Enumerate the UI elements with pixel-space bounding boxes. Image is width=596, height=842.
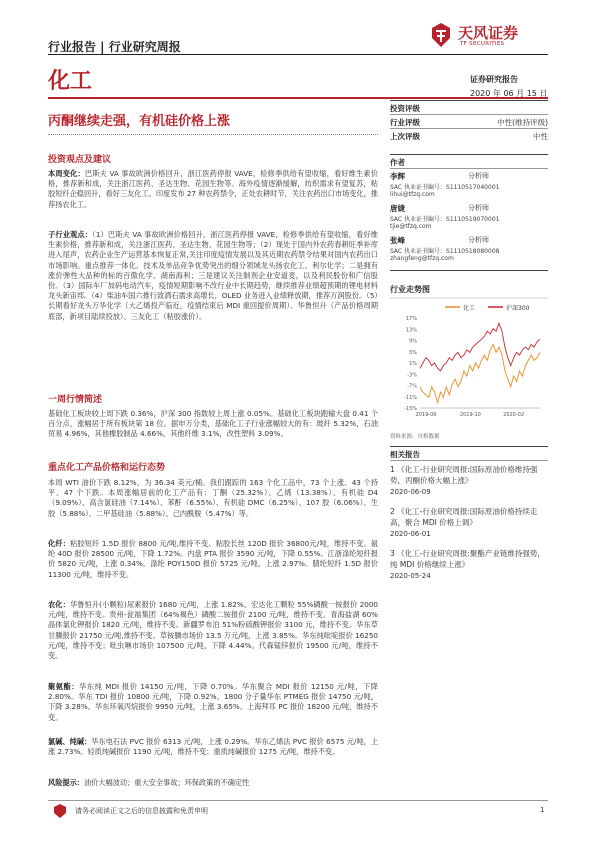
industry-rating-value: 中性(维持评级) <box>497 118 548 127</box>
sector-title: 化工 <box>48 69 93 94</box>
y-tick-label: -7% <box>407 383 417 390</box>
authors-rule <box>390 168 548 169</box>
related-report-link[interactable]: 2 《化工-行业研究周报:国际原油价格持续走高，聚合 MDI 价格上调》 <box>390 507 538 527</box>
paragraph-chlor-alkali <box>48 737 378 757</box>
chart-title: 行业走势图 <box>390 285 430 294</box>
para-text: 巴斯夫 VA 事故欧洲价格回升，浙江医药停报 VAVE，检修季供给有望收缩，看好维生素价格，推荐新和成，关注浙江医药、圣达生物、花园生物等。海外疫情逐渐缓解，纺织需求有望复苏，粘胶短纤企稳回升，看好三友化工。印度发布 27 种农药禁令，正处农耕时节，关注农药出口市场变化，推荐扬农化工。 <box>48 169 378 209</box>
footer-disclaimer: 请务必阅读正文之后的信息披露和免责申明 <box>75 807 208 815</box>
para-text: 华东电石法 PVC 报价 6313 元/吨，上涨 0.29%。华东乙烯法 PVC 报价 6575 元/吨，上涨 2.73%。轻质纯碱报价 1190 元/吨，维持不变；重质纯碱报价 1275 元/吨，维持不变。 <box>48 737 378 757</box>
related-report-date: 2020-06-09 <box>390 488 431 496</box>
section-heading-review: 一周行情简述 <box>48 395 103 405</box>
section-heading-advice: 投资观点及建议 <box>48 155 112 165</box>
y-tick-label: 13% <box>405 327 417 334</box>
y-tick-label: -3% <box>407 372 417 379</box>
author-role: 分析师 <box>468 204 489 212</box>
related-report-link[interactable]: 1 《化工-行业研究周报:国际原油价格维持强势，丙酮价格大幅上涨》 <box>390 465 538 485</box>
para-text: （1）巴斯夫 VA 事故欧洲价格回升，浙江医药停报 VAVE，检修季供给有望收缩，看好维生素价格，推荐新和成，关注浙江医药、圣达生物、花园生物等；（2）现处于国内外农药春耕旺季补库进入尾声，农药企业生产运营基本恢复正常,关注印度疫情发展以及其近期农药禁令结果对国内农药出口市场影响。重点推荐一体化、技术及单品竞争优势突出的细分领域龙头扬农化工、利尔化学；二是拥有涨价弹性大品种的标的百傲化学、湖南海利；三是建议关注制剂企业安道麦，以及利民股份和广信股份。（3）国际车厂加码电动汽车，疫情短期影响不改行业中长期趋势，继续推荐业绩超预期的锂电材料龙头新宙邦。（4）柴油车国六推行致洒石需求高增长，OLED 业务进入业绩释放期，推荐万润股份。（5）长期看好龙头万华化学（大乙烯投产临近，疫情结束后 MDI 重回提价周期）、华鲁恒升（产品价格周期底部，新项目陆续投放）、三友化工（粘胶涨价）。 <box>48 230 378 321</box>
author-name: 唐婕 <box>390 204 405 213</box>
para-text: 华东纯 MDI 报价 14150 元/吨，下降 0.70%。华东聚合 MDI 报价 12150 元/吨，下降 2.80%。华东 TDI 报价 10800 元/吨，下降 0.92%。1800 分子量华东 PTMEG 报价 14750 元/吨，下降 3.28%。华东环氧丙烷报价 9950 元/吨，上涨 3.65%。上海拜耳 PC 报价 18200 元/吨，维持不变。 <box>48 682 378 722</box>
paragraph-risk <box>48 778 378 788</box>
para-text: 油价大幅波动；重大安全事故；环保政策的不确定性 <box>83 778 250 787</box>
previous-rating-value: 中性 <box>533 132 548 141</box>
page-number: 1 <box>540 806 545 814</box>
report-date: 2020 年 06 月 15 日 <box>470 89 548 98</box>
report-title: 丙酮继续走强，有机硅价格上涨 <box>48 114 231 129</box>
paragraph-subsector-views <box>48 230 378 322</box>
report-type: 证券研究报告 <box>470 75 518 84</box>
author-role: 分析师 <box>468 236 489 244</box>
paragraph-fiber <box>48 539 378 580</box>
para-label: 风险提示： <box>48 778 84 787</box>
title-rule <box>48 134 378 135</box>
company-logo <box>428 22 548 48</box>
author-cert: SAC 执业证书编号：S1110518080008 <box>390 248 500 255</box>
rating-rule <box>390 100 548 101</box>
rating-rule <box>390 114 548 115</box>
footer-rule <box>48 800 548 801</box>
header-rule <box>48 54 548 55</box>
paragraph-market-review <box>48 409 378 440</box>
y-tick-label: -15% <box>404 406 417 412</box>
previous-rating-label: 上次评级 <box>390 132 420 141</box>
author-role: 分析师 <box>468 172 489 180</box>
x-tick-label: 2019-10 <box>459 412 481 418</box>
author-cert: SAC 执业证书编号：S1110519070001 <box>390 216 500 223</box>
y-tick-label: 1% <box>409 361 417 367</box>
author-email[interactable]: zhangfeng@tfzq.com <box>390 255 454 262</box>
series-line-chem <box>420 345 540 403</box>
chart-rule <box>390 270 548 271</box>
y-tick-label: 5% <box>409 349 417 356</box>
industry-trend-chart <box>390 272 548 444</box>
para-label: 本周变化： <box>48 169 85 178</box>
y-tick-label: -11% <box>404 394 417 401</box>
paragraph-polyurethane <box>48 682 378 723</box>
x-tick-label: 2019-06 <box>415 412 437 418</box>
para-label: 农化： <box>48 600 70 609</box>
related-rule <box>390 460 548 461</box>
chart-plot-area <box>404 316 540 418</box>
logo-text: 天风证券 <box>458 24 519 42</box>
y-tick-label: 9% <box>409 338 417 345</box>
rating-rule <box>390 128 548 129</box>
section-heading-prices: 重点化工产品价格和运行态势 <box>48 463 166 473</box>
y-tick-label: 17% <box>405 316 417 322</box>
x-tick-label: 2020-02 <box>503 412 525 418</box>
para-text: 华鲁恒升(小颗粒)尿素报价 1680 元/吨，上涨 1.82%。宏达化工颗粒 55%磷酸一铵报价 2000 元/吨，维持不变。贵州-瓮福集团（64%褐色）磷酸二铵报价 2100 元/吨，维持不变。青海盐湖 60%晶体氯化钾报价 1820 元/吨，维持不变。新疆罗布泊 51%粉硫酸钾报价 3100 元，维持不变。华东草甘膦报价 21750 元/吨,维持不变。草铵膦市场价 13.5 万元/吨，上涨 3.85%。华东纯吡啶报价 16250 元/吨，维持不变；吡虫啉市场价 107500 元/吨，下降 4.44%。代森锰锌报价 19500 元/吨，维持不变。 <box>48 600 378 661</box>
report-breadcrumb: 行业报告 | 行业研究周报 <box>48 40 181 54</box>
para-label: 子行业观点： <box>48 230 93 239</box>
paragraph-weekly-change <box>48 169 378 210</box>
logo-mark-icon <box>428 22 454 48</box>
sector-rule <box>48 97 548 99</box>
related-rule <box>390 446 548 447</box>
industry-rating-label: 行业评级 <box>390 118 420 127</box>
para-label: 化纤： <box>48 539 71 548</box>
chart-source: 资料来源：贝格数据 <box>390 434 440 440</box>
author-name: 李辉 <box>390 172 405 181</box>
para-text: 粘胶短纤 1.5D 报价 8800 元/吨,维持不变。粘胶长丝 120D 报价 36800元/吨，维持不变。氨纶 40D 报价 28500 元/吨，下降 1.72%。内盘 PTA 报价 3590 元/吨，下降 0.55%。江浙涤纶短纤报价 5820 元/吨，上涨 0.34%。涤纶 POY150D 报价 5725 元/吨，上涨 2.97%。腈纶短纤 1.5D 报价 11300 元/吨，维持不变。 <box>48 539 378 579</box>
paragraph-price-overview <box>48 478 378 519</box>
paragraph-agrochem <box>48 600 378 661</box>
related-report-link[interactable]: 3 《化工-行业研究周报:聚酯产业链维持强势，纯 MDI 价格继续上涨》 <box>390 549 545 569</box>
legend-label: 化工 <box>463 305 476 312</box>
author-email[interactable]: tjie@tfzq.com <box>390 223 432 230</box>
authors-heading: 作者 <box>390 158 405 167</box>
rating-heading: 投资评级 <box>390 104 420 113</box>
author-cert: SAC 执业证书编号：S1110517040001 <box>390 184 500 191</box>
authors-rule <box>390 154 548 155</box>
para-text: 基础化工板块较上周下跌 0.36%，沪深 300 指数较上周上涨 0.05%。基础化工板块跑输大盘 0.41 个百分点，涨幅居于所有板块第 18 位。据申万分类，基础化工子行业涨幅较大的有：玻纤 5.32%，石油贸易 4.96%，其他橡胶制品 4.66%，其他纤维 3.1%，改性塑料 3.09%。 <box>48 409 378 439</box>
para-text: 本周 WTI 油价下跌 8.12%，为 36.34 美元/桶。我们跟踪的 163 个化工品中，73 个上涨、43 个持平、47 个下跌。本周涨幅居前的化工产品有：丁酮（25.32%）、乙烯（13.38%）、有机硅 D4（9.09%）、高含氯硅油（7.14%）、苯酐（6.55%）、有机硅 DMC（6.25%）、107 胶（6.06%）、生胶（5.88%）、二甲基硅油（5.88%）、己内酰胺（5.47%）等。 <box>48 478 378 518</box>
related-heading: 相关报告 <box>390 450 420 459</box>
para-label: 聚氨酯： <box>48 682 80 691</box>
footer-logo-icon <box>52 803 68 819</box>
legend-label: 沪深300 <box>506 305 530 312</box>
author-email[interactable]: lihui@tfzq.com <box>390 191 435 198</box>
author-name: 张峰 <box>390 236 405 245</box>
related-report-date: 2020-06-01 <box>390 530 431 538</box>
related-report-date: 2020-05-24 <box>390 572 431 580</box>
para-label: 氯碱、纯碱： <box>48 737 92 746</box>
logo-subtext: TF SECURITIES <box>460 41 505 47</box>
